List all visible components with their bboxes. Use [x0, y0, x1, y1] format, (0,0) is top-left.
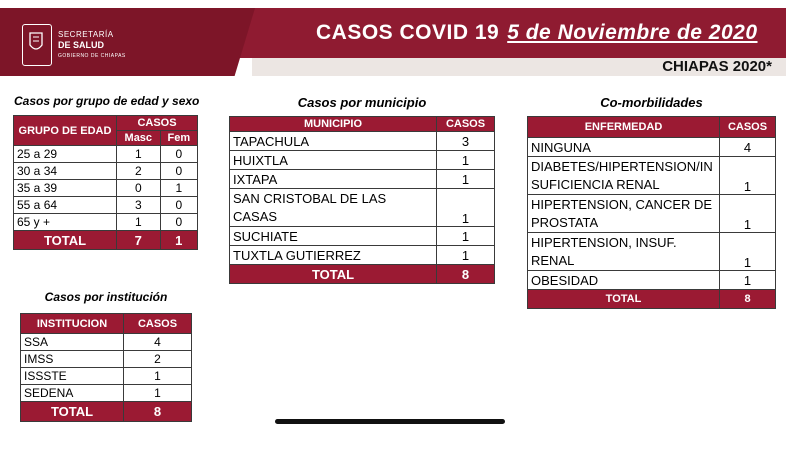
municipality-cases: 1: [437, 189, 495, 227]
disease-cases: 1: [720, 195, 776, 233]
table-row: [528, 195, 776, 233]
fem-count: 0: [160, 197, 197, 214]
disease-name: HIPERTENSION, INSUF. RENAL: [528, 233, 720, 271]
institution-cases: 1: [124, 385, 192, 402]
masc-count: 1: [117, 146, 161, 163]
municipality-cases: 3: [437, 132, 495, 151]
table-row: [21, 334, 192, 351]
col-cases: CASOS: [437, 117, 495, 132]
total-label: TOTAL: [528, 290, 720, 309]
institution-name: IMSS: [21, 351, 124, 368]
municipality-cases: 1: [437, 227, 495, 246]
table-row: [528, 138, 776, 157]
disease-name: HIPERTENSION, CANCER DE PROSTATA: [528, 195, 720, 233]
total-row: [21, 402, 192, 422]
title-text: CASOS COVID 19: [316, 21, 500, 44]
col-municipality: MUNICIPIO: [230, 117, 437, 132]
table-row: [14, 163, 198, 180]
total-label: TOTAL: [21, 402, 124, 422]
municipality-name: TAPACHULA: [230, 132, 437, 151]
col-masc: Masc: [117, 131, 161, 146]
disease-cases: 1: [720, 233, 776, 271]
col-cases: CASOS: [117, 116, 198, 131]
disease-cases: 1: [720, 271, 776, 290]
masc-count: 0: [117, 180, 161, 197]
masc-count: 3: [117, 197, 161, 214]
municipality-cases: 1: [437, 246, 495, 265]
fem-count: 0: [160, 214, 197, 231]
disease-cases: 4: [720, 138, 776, 157]
disease-cases: 1: [720, 157, 776, 195]
municipality-title: Casos por municipio: [297, 95, 427, 110]
table-row: [528, 233, 776, 271]
home-indicator[interactable]: [275, 419, 505, 424]
municipality-name: IXTAPA: [230, 170, 437, 189]
col-cases: CASOS: [720, 117, 776, 138]
municipality-cases: 1: [437, 151, 495, 170]
table-row: [21, 368, 192, 385]
col-disease: ENFERMEDAD: [528, 117, 720, 138]
institution-cases: 4: [124, 334, 192, 351]
logo-line1: SECRETARÍA: [58, 30, 114, 39]
institution-name: SEDENA: [21, 385, 124, 402]
age-sex-table: [13, 115, 198, 250]
age-group: 55 a 64: [14, 197, 117, 214]
institution-title: Casos por institución: [44, 290, 168, 304]
total-masc: 7: [117, 231, 161, 250]
municipality-name: SUCHIATE: [230, 227, 437, 246]
coat-of-arms-icon: [28, 31, 44, 55]
masc-count: 1: [117, 214, 161, 231]
age-group: 30 a 34: [14, 163, 117, 180]
age-sex-title: Casos por grupo de edad y sexo: [14, 94, 200, 108]
table-row: [14, 180, 198, 197]
table-row: [14, 214, 198, 231]
col-institution: INSTITUCION: [21, 314, 124, 334]
fem-count: 1: [160, 180, 197, 197]
health-secretariat-logo: [22, 24, 52, 66]
disease-name: NINGUNA: [528, 138, 720, 157]
table-row: [528, 157, 776, 195]
total-label: TOTAL: [14, 231, 117, 250]
total-row: [230, 265, 495, 284]
comorbidities-table: [527, 116, 776, 309]
total-cases: 8: [437, 265, 495, 284]
table-row: [21, 351, 192, 368]
age-group: 25 a 29: [14, 146, 117, 163]
total-fem: 1: [160, 231, 197, 250]
col-cases: CASOS: [124, 314, 192, 334]
comorbidities-title: Co-morbilidades: [600, 95, 703, 110]
table-row: [230, 227, 495, 246]
disease-name: DIABETES/HIPERTENSION/INSUFICIENCIA RENAL: [528, 157, 720, 195]
table-row: [230, 246, 495, 265]
fem-count: 0: [160, 146, 197, 163]
logo-line3: GOBIERNO DE CHIAPAS: [58, 53, 126, 59]
total-row: [528, 290, 776, 309]
table-row: [230, 151, 495, 170]
logo-line2: DE SALUD: [58, 40, 105, 50]
fem-count: 0: [160, 163, 197, 180]
total-cases: 8: [720, 290, 776, 309]
municipality-name: SAN CRISTOBAL DE LAS CASAS: [230, 189, 437, 227]
institution-cases: 2: [124, 351, 192, 368]
age-group: 65 y +: [14, 214, 117, 231]
institution-name: ISSSTE: [21, 368, 124, 385]
report-date: 5 de Noviembre de 2020: [507, 21, 758, 44]
table-row: [528, 271, 776, 290]
col-fem: Fem: [160, 131, 197, 146]
municipality-table: [229, 116, 495, 284]
table-row: [14, 197, 198, 214]
total-row: [14, 231, 198, 250]
municipality-name: HUIXTLA: [230, 151, 437, 170]
table-row: [230, 170, 495, 189]
total-cases: 8: [124, 402, 192, 422]
masc-count: 2: [117, 163, 161, 180]
table-row: [230, 132, 495, 151]
municipality-name: TUXTLA GUTIERREZ: [230, 246, 437, 265]
table-row: [230, 189, 495, 227]
disease-name: OBESIDAD: [528, 271, 720, 290]
municipality-cases: 1: [437, 170, 495, 189]
institution-name: SSA: [21, 334, 124, 351]
col-age-group: GRUPO DE EDAD: [14, 116, 117, 146]
institution-cases: 1: [124, 368, 192, 385]
region-label: CHIAPAS 2020*: [662, 58, 772, 75]
table-row: [14, 146, 198, 163]
table-row: [21, 385, 192, 402]
institution-table: [20, 313, 192, 422]
total-label: TOTAL: [230, 265, 437, 284]
age-group: 35 a 39: [14, 180, 117, 197]
page-title: [316, 18, 758, 48]
